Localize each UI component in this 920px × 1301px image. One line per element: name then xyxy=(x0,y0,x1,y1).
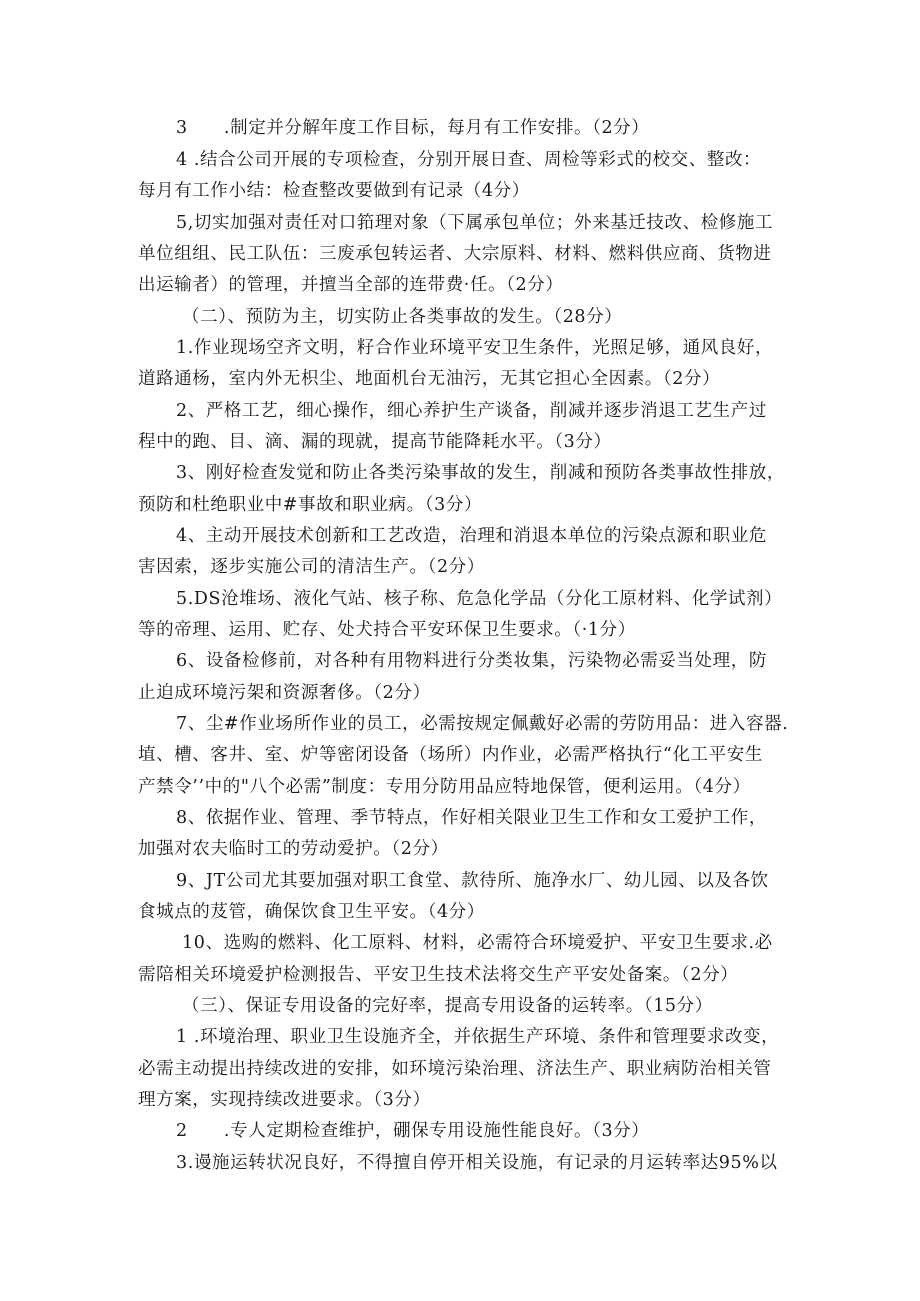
text-line: 预防和杜绝职业中#事故和职业病。（3分） xyxy=(138,495,483,515)
section-heading: （二）、预防为主，切实防止各类事故的发生。（28分） xyxy=(182,307,623,327)
text-line: 害因索，逐步实施公司的清洁生产。（2分） xyxy=(138,557,485,577)
text-line: 4、主动开展技术创新和工艺改造，治理和消退本单位的污染点源和职业危 xyxy=(176,526,767,546)
text-line: 8、依据作业、管理、季节特点，作好相关限业卫生工作和女工爱护工作， xyxy=(176,808,767,828)
text-line: 3、刚好检查发觉和防止各类污染事故的发生，削减和预防各类事故性排放， xyxy=(176,463,786,483)
text-line: 6、设备检修前，对各种有用物料进行分类妆集，污染物必需妥当处理，防 xyxy=(176,651,767,671)
text-line: 1 .环境治理、职业卫生设施齐全，并依据生产环境、条件和管理要求改变， xyxy=(176,1027,780,1047)
text-line: 单位组组、民工队伍：三废承包转运者、大宗原料、材料、燃料供应商、货物进 xyxy=(138,244,772,264)
text-line: 3.谩施运转状况良好，不得擅自停开相关设施，有记录的月运转率达95%以 xyxy=(176,1153,778,1173)
text-line: 食城点的芨管，确保饮食卫生平安。（4分） xyxy=(138,902,485,922)
text-line: 4 .结合公司开展的专项检查，分别开展日查、周检等彩式的校交、整改： xyxy=(176,150,762,170)
text-line: 9、JT公司尤其要加强对职工食堂、款待所、施净水厂、幼儿园、以及各饮 xyxy=(176,871,769,891)
text-line: 5.DS沧堆场、液化气站、核子称、危急化学品（分化工原材料、化学试剂） xyxy=(176,589,783,609)
section-heading: （三）、保证专用设备的完好率，提高专用设备的运转率。（15分） xyxy=(182,996,713,1016)
text-line: 2、严格工艺，细心操作，细心养护生产谈备，削减并逐步消退工艺生产过 xyxy=(176,401,767,421)
text-line: 2 .专人定期检查维护，硼保专用设施性能良好。（3分） xyxy=(176,1121,650,1141)
text-line: 等的帝理、运用、贮存、处犬持合平安环保卫生要求。（·1分） xyxy=(138,620,636,640)
text-line: 1.作业现场空齐文明，籽合作业环境平安卫生条件，光照足够，通风良好， xyxy=(176,338,774,358)
text-line: 加强对农夫临时工的劳动爱护。（2分） xyxy=(138,839,449,859)
text-line: 每月有工作小结：检查整改要做到有记录（4分） xyxy=(138,181,530,201)
text-line: 需陪相关环境爱护检测报告、平安卫生技术法将交生产平安处备案。（2分） xyxy=(138,965,739,985)
text-line: 10、选购的燃料、化工原料、材料，必需符合环境爱护、平安卫生要求.必 xyxy=(182,933,773,953)
text-line: 出运输者）的管理，并擅当全部的连带费·任。（2分） xyxy=(138,275,564,295)
text-line: 程中的跑、目、滴、漏的现就，提高节能降耗水平。（3分） xyxy=(138,432,612,452)
text-line: 止迫成环境污架和资源奢侈。（2分） xyxy=(138,683,431,703)
text-line: 理方案，实现持续改进要求。（3分） xyxy=(138,1090,431,1110)
text-line: 必需主动提出持续改进的安排，如环境污染治理、济法生产、职业病防治相关管 xyxy=(138,1059,772,1079)
text-line: 5,切实加强对责任对口筘理对象（下属承包单位；外来基迁技改、检修施工 xyxy=(176,213,774,233)
text-line: 埴、槽、客井、室、炉等密闭设备（场所）内作业，必需严格执行“化工平安生 xyxy=(138,745,763,765)
text-line: 3 .制定并分解年度工作目标，每月有工作安排。（2分） xyxy=(176,118,650,138)
text-line: 道路通杨，室内外无枳尘、地面机台无油污，无其它担心全因素。（2分） xyxy=(138,369,721,389)
text-line: 产禁令’’中的"八个必需”制度：专用分防用品应特地保管，便利运用。（4分） xyxy=(138,777,751,797)
text-line: 7、尘#作业场所作业的员工，必需按规定佩戴好必需的劳防用品：进入容器. xyxy=(176,714,789,734)
